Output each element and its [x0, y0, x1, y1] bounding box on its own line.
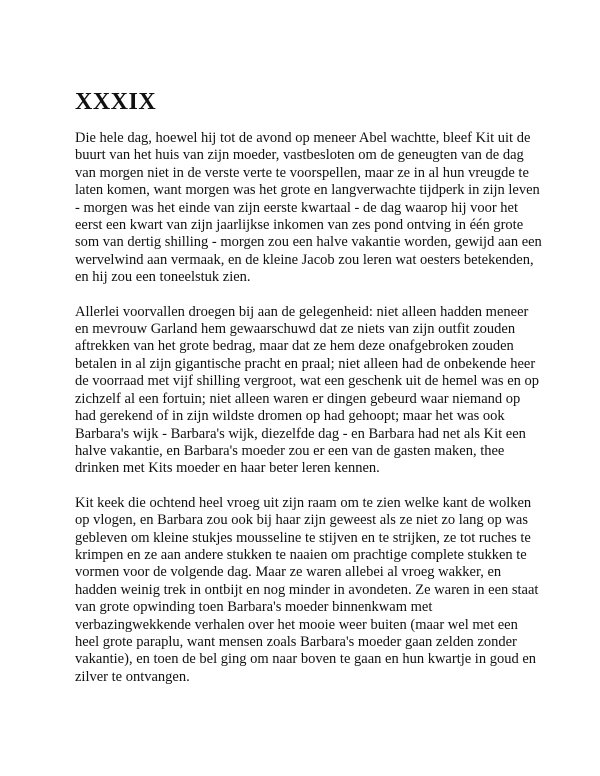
paragraph-3: Kit keek die ochtend heel vroeg uit zijn raam om te zien welke kant de wolken op vlogen, en Barbara zou ook bij haar zijn geweest als ze niet zo lang op was gebleven om kleine stukjes mousseline te stijven en te strijken, ze tot ruches te krimpen en ze aan andere stukken te naaien om prachtige complete stukken te vormen voor de volgende dag. Maar ze waren allebei al vroeg wakker, en hadden weinig trek in ontbijt en nog minder in avondeten. Ze waren in een staat van grote opwinding toen Barbara's moeder binnenkwam met verbazingwekkende verhalen over het mooie weer buiten (maar wel met een heel grote paraplu, want mensen zoals Barbara's moeder gaan zelden zonder vakantie), en toen de bel ging om naar boven te gaan en hun kwartje in goud en zilver te ontvangen.: [75, 494, 539, 685]
paragraph-1: Die hele dag, hoewel hij tot de avond op meneer Abel wachtte, bleef Kit uit de buurt van het huis van zijn moeder, vastbesloten om de geneugten van de dag van morgen niet in de verste verte te voorspellen, maar ze in al hun vreugde te laten komen, want morgen was het grote en langverwachte tijdperk in zijn leven - morgen was het einde van zijn eerste kwartaal - de dag waarop hij voor het eerst een kwart van zijn jaarlijkse inkomen van zes pond ontving in één grote som van dertig shilling - morgen zou een halve vakantie worden, gewijd aan een wervelwind aan vermaak, en de kleine Jacob zou leren wat oesters betekenden, en hij zou een toneelstuk zien.: [75, 130, 542, 286]
chapter-title: XXXIX: [75, 89, 157, 115]
document-page: [75, 88, 543, 703]
paragraph-2: Allerlei voorvallen droegen bij aan de gelegenheid: niet alleen hadden meneer en mevrouw Garland hem gewaarschuwd dat ze niets van zijn outfit zouden aftrekken van het grote bedrag, maar dat ze hem deze onafgebroken zouden betalen in al zijn gigantische pracht en praal; niet alleen had de onbekende heer de voorraad met vijf shilling vergroot, wat een geschenk uit de hemel was en op zichzelf al een fortuin; niet alleen waren er dingen gebeurd waar niemand op had gerekend of in zijn wildste dromen op had gehoopt; maar het was ook Barbara's wijk - Barbara's wijk, diezelfde dag - en Barbara had net als Kit een halve vakantie, en Barbara's moeder zou er een van de gasten maken, thee drinken met Kits moeder en haar beter leren kennen.: [75, 303, 539, 477]
